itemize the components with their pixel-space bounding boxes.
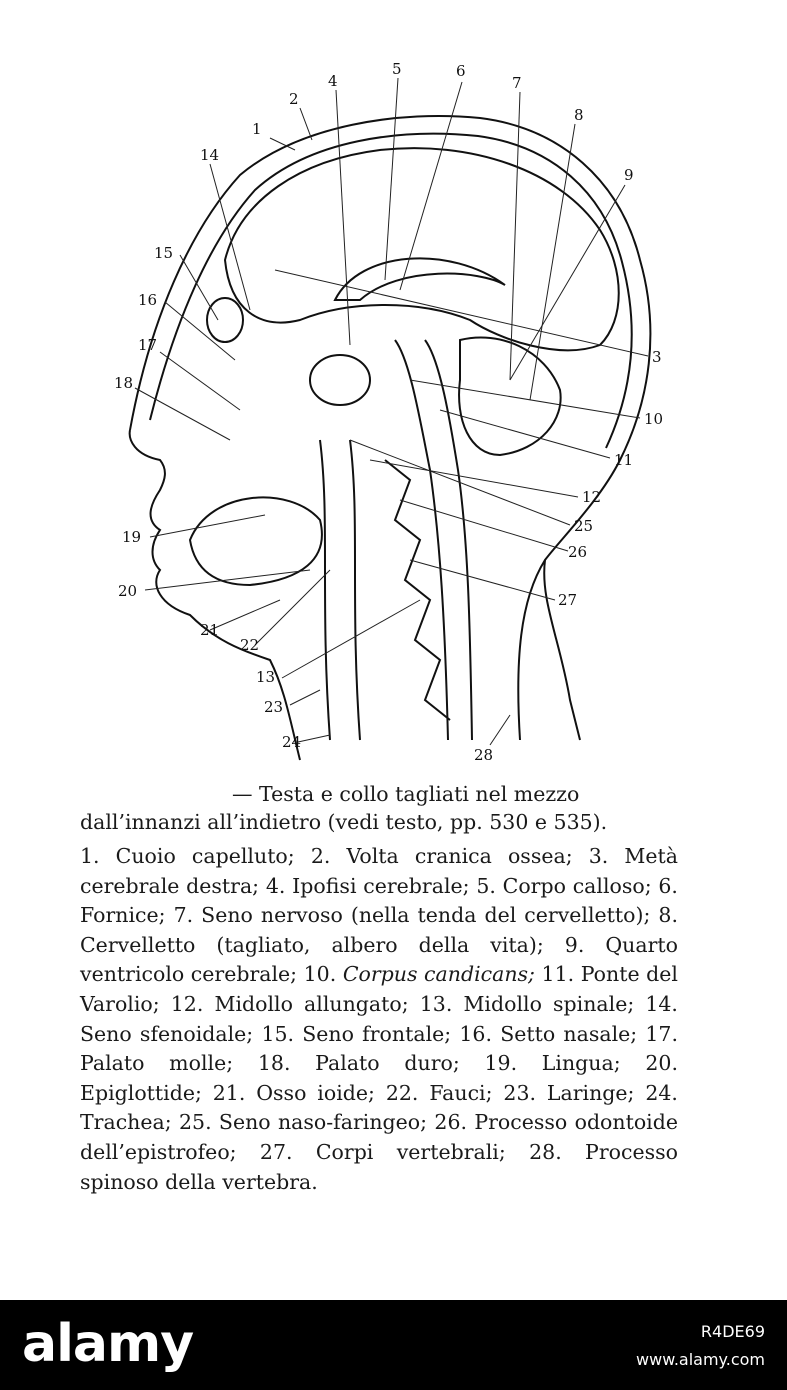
label-23: 23 [264, 698, 284, 716]
legend-item: 11. Ponte del Varolio; [80, 962, 678, 1016]
label-26: 26 [568, 543, 588, 561]
watermark-url: www.alamy.com [636, 1350, 765, 1369]
label-15: 15 [154, 244, 174, 262]
label-9: 9 [624, 166, 634, 184]
legend-item: 25. Seno naso-faringeo; [178, 1110, 428, 1135]
label-17: 17 [138, 336, 158, 354]
figure-labels [114, 60, 663, 764]
label-25: 25 [574, 517, 594, 535]
legend-item: 22. Fauci; [385, 1080, 493, 1105]
label-21: 21 [200, 621, 220, 639]
legend-item-italic: Corpus candicans; [342, 962, 535, 987]
label-28: 28 [474, 746, 494, 764]
leader-lines [135, 78, 648, 745]
label-6: 6 [456, 62, 466, 80]
watermark-bar [0, 1300, 787, 1390]
label-13: 13 [256, 668, 276, 686]
alamy-logo: alamy [22, 1314, 194, 1374]
caption-line-2: dall’innanzi all’indietro (vedi testo, pp. 530 e 535). [80, 810, 608, 834]
legend-item: 27. Corpi vertebrali; [259, 1139, 506, 1164]
label-12: 12 [582, 488, 602, 506]
label-24: 24 [282, 733, 302, 751]
legend-item: 3. Metà cerebrale destra; [80, 844, 678, 898]
legend-item: 5. Corpo calloso; [476, 873, 652, 898]
legend-item: 23. Laringe; [503, 1080, 635, 1105]
legend-item: 10. [303, 962, 337, 987]
label-14: 14 [200, 146, 220, 164]
legend-item: 28. Processo spinoso della vertebra. [80, 1139, 678, 1194]
label-20: 20 [118, 582, 138, 600]
legend-item: 7. Seno nervoso (nella tenda del cervelletto); [173, 903, 651, 928]
label-5: 5 [392, 60, 402, 78]
label-3: 3 [652, 348, 662, 366]
legend-item: 17. Palato molle; [80, 1021, 678, 1076]
label-10: 10 [644, 410, 664, 428]
head-drawing [130, 116, 651, 760]
legend-item: 1. Cuoio capelluto; [80, 844, 295, 868]
label-1: 1 [252, 120, 262, 138]
figure-caption [80, 780, 710, 836]
label-8: 8 [574, 106, 584, 124]
legend-item: 16. Setto nasale; [459, 1021, 638, 1046]
legend-item: 13. Midollo spinale; [419, 991, 635, 1016]
legend-item: 19. Lingua; [484, 1051, 621, 1076]
legend-item: 21. Osso ioide; [212, 1080, 375, 1105]
label-4: 4 [328, 72, 338, 90]
legend-item: 4. Ipofisi cerebrale; [265, 873, 470, 898]
legend-item: 9. Quarto ventricolo cerebrale; [80, 932, 678, 987]
legend-item: 15. Seno frontale; [261, 1021, 452, 1046]
image-id: R4DE69 [700, 1322, 765, 1341]
caption-line-1: — Testa e collo tagliati nel mezzo [232, 782, 580, 806]
legend-item: 2. Volta cranica ossea; [310, 844, 573, 868]
label-18: 18 [114, 374, 134, 392]
legend-item: 26. Processo odontoide dell’epistrofeo; [80, 1110, 678, 1164]
legend-item: 8. Cervelletto (tagliato, albero della vita); [80, 903, 678, 957]
label-16: 16 [138, 291, 158, 309]
legend-item: 20. Epiglottide; [80, 1051, 678, 1105]
legend-item: 14. Seno sfenoidale; [80, 991, 678, 1046]
label-19: 19 [122, 528, 142, 546]
label-11: 11 [614, 451, 634, 469]
label-2: 2 [289, 90, 299, 108]
label-22: 22 [240, 636, 260, 654]
label-27: 27 [558, 591, 578, 609]
label-7: 7 [512, 74, 522, 92]
legend-item: 24. Trachea; [80, 1080, 678, 1135]
legend-item: 12. Midollo allungato; [170, 991, 409, 1016]
legend-text [80, 842, 678, 1197]
legend-item: 6. Fornice; [80, 873, 678, 928]
legend-item: 18. Palato duro; [257, 1051, 460, 1076]
